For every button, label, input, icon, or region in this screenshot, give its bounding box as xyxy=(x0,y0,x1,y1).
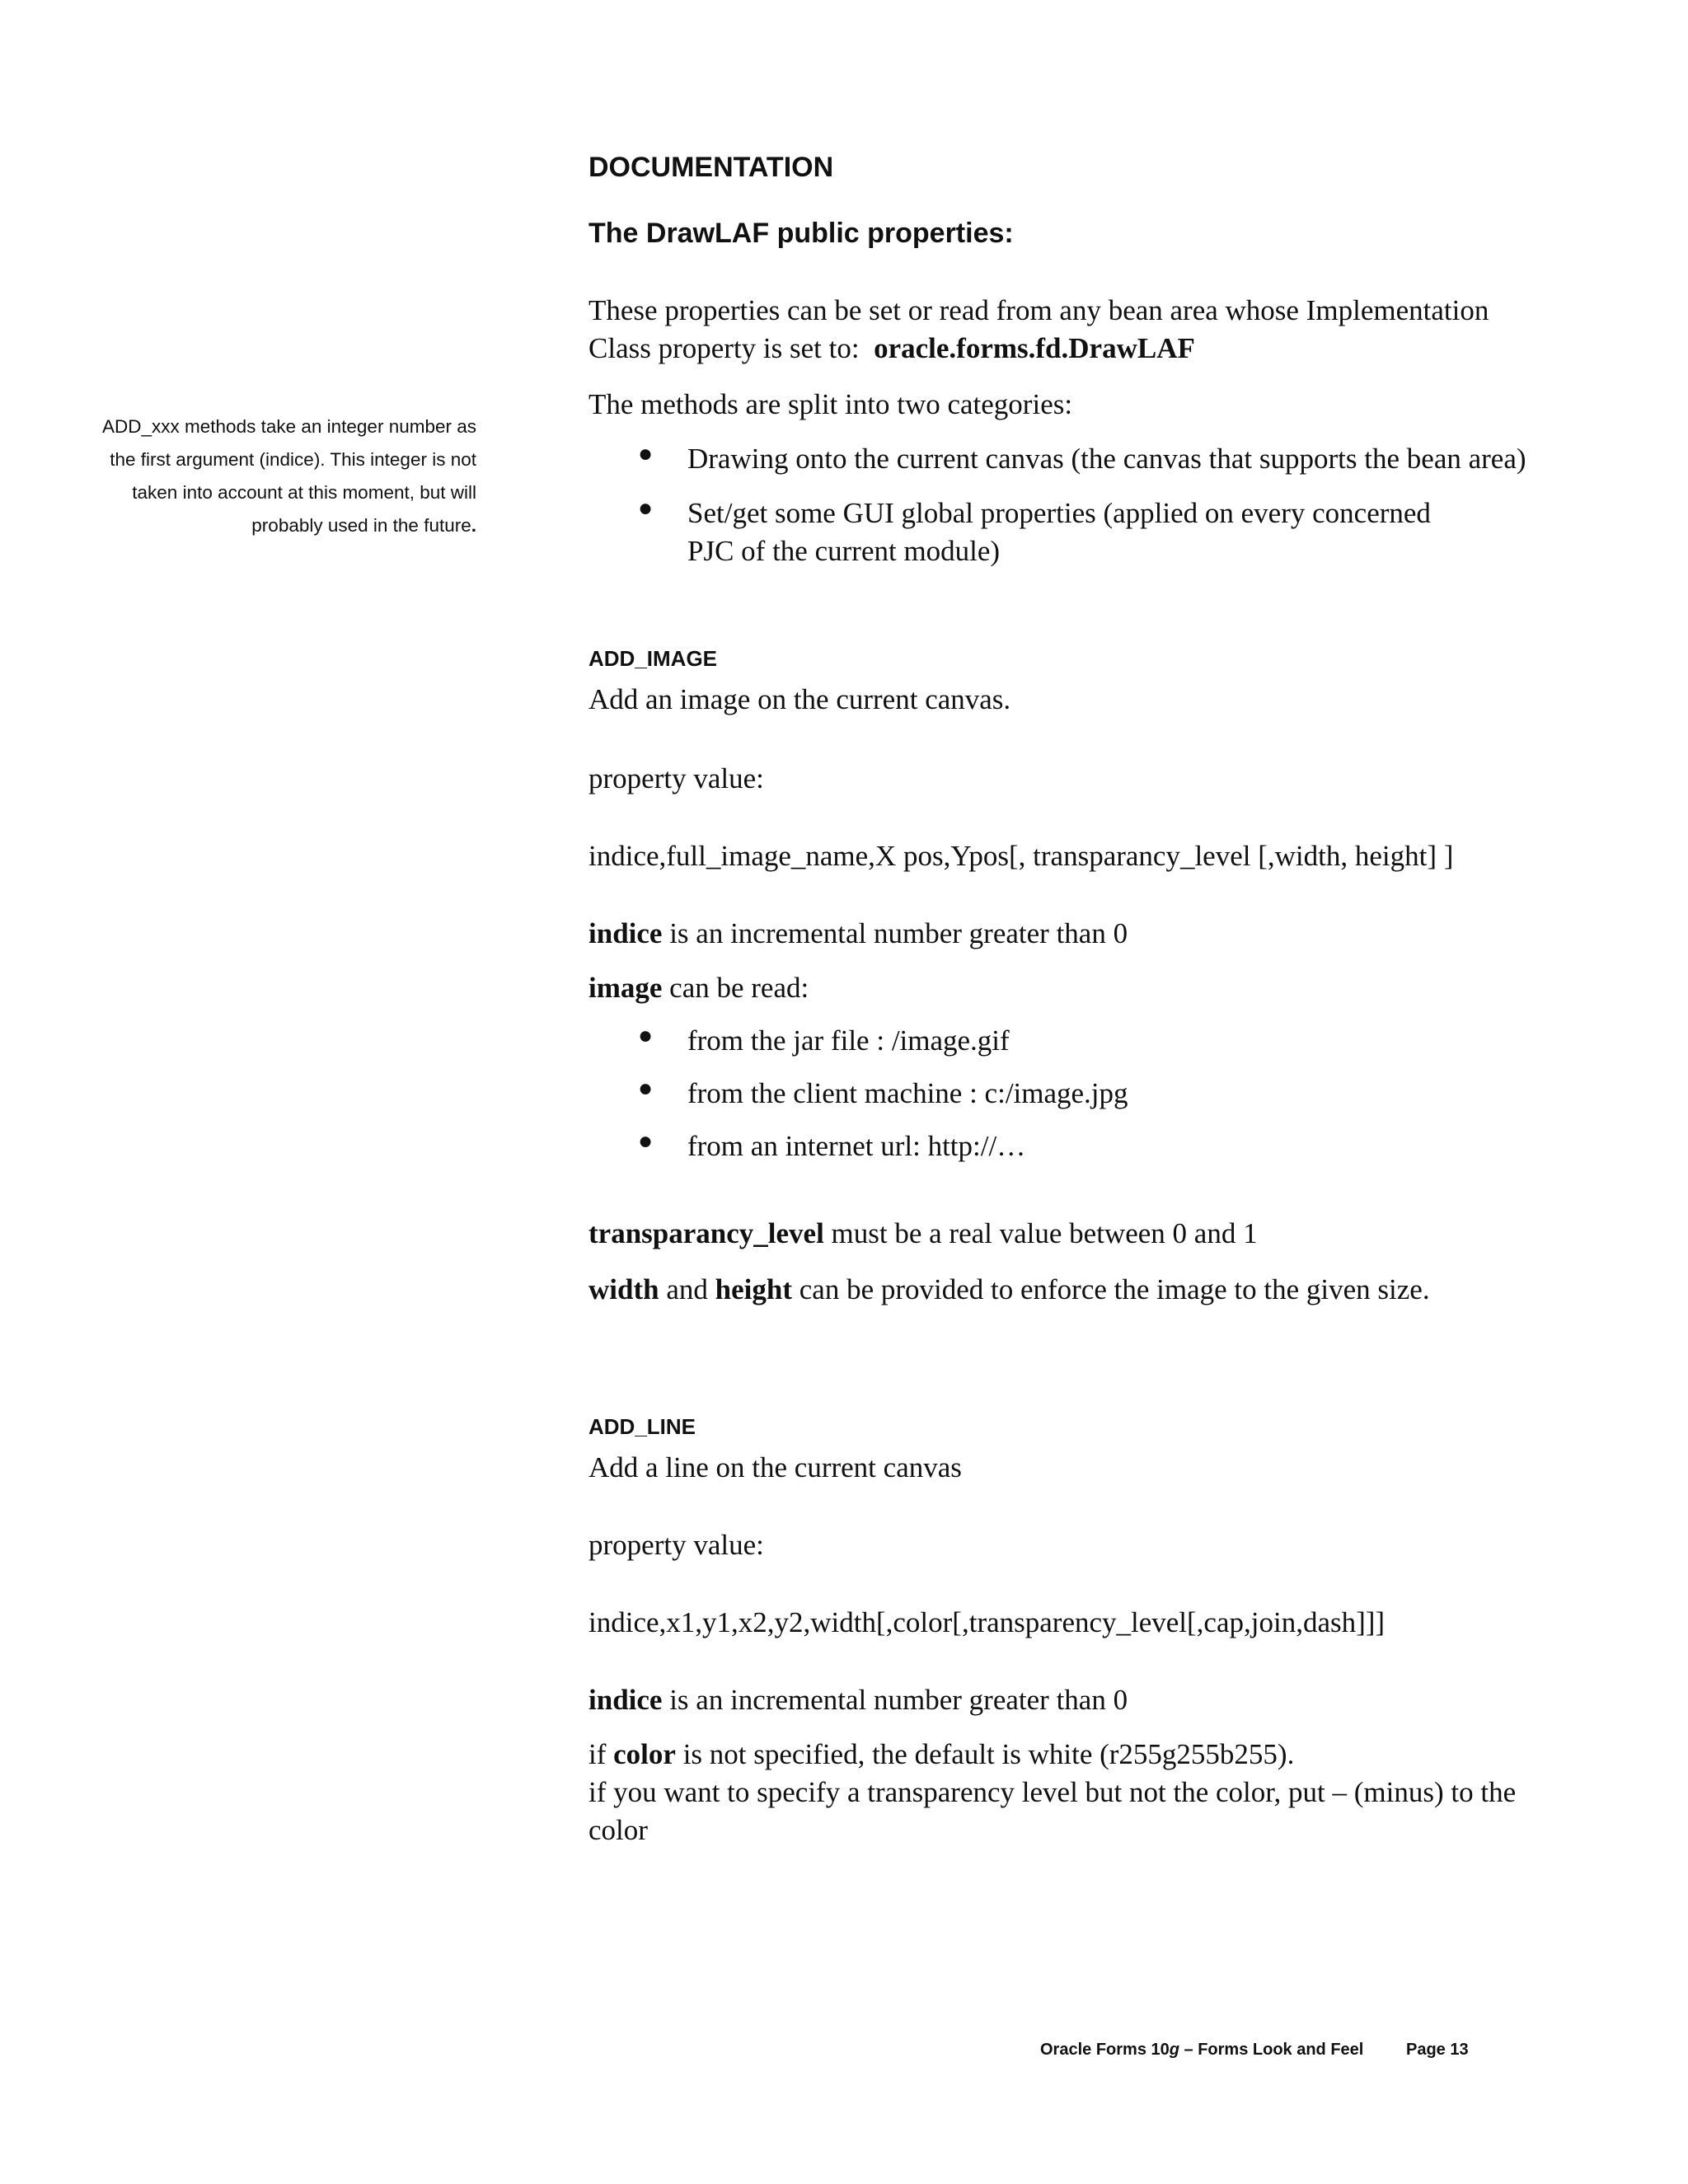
add-line-heading: ADD_LINE xyxy=(588,1414,696,1439)
margin-note-line xyxy=(82,509,476,542)
add-line-description: Add a line on the current canvas xyxy=(588,1451,962,1483)
transparency-note-line-1: if you want to specify a transparency level but not the color, put – (minus) to the xyxy=(588,1776,1517,1808)
add-line-signature: indice,x1,y1,x2,y2,width[,color[,transparency_level[,cap,join,dash]]] xyxy=(588,1606,1386,1638)
image-description xyxy=(588,969,809,1007)
size-text: can be provided to enforce the image to the given size. xyxy=(792,1273,1430,1305)
bullet-icon: ● xyxy=(638,1075,654,1102)
class-name: oracle.forms.fd.DrawLAF xyxy=(874,332,1195,364)
size-description xyxy=(588,1271,1430,1309)
page-title: DOCUMENTATION xyxy=(588,152,834,183)
transparancy-term: transparancy_level xyxy=(588,1217,824,1249)
color-term: color xyxy=(613,1738,676,1770)
if-text: if xyxy=(588,1738,614,1770)
bullet-icon: ● xyxy=(638,1127,654,1155)
transparancy-description xyxy=(588,1215,1258,1253)
footer-title xyxy=(1040,2041,1363,2059)
bullet-icon: ● xyxy=(638,494,654,522)
height-term: height xyxy=(715,1273,792,1305)
bullet-icon: ● xyxy=(638,1022,654,1049)
footer-title-prefix: Oracle Forms 10 xyxy=(1040,2041,1170,2059)
transparency-note-line-2: color xyxy=(588,1814,648,1846)
intro-prefix: Class property is set to: xyxy=(588,332,860,364)
methods-intro: The methods are split into two categories: xyxy=(588,388,1073,420)
indice-text: is an incremental number greater than 0 xyxy=(662,1684,1128,1716)
margin-note-line: ADD_xxx methods take an integer number as xyxy=(102,416,476,437)
margin-note-period: . xyxy=(471,515,476,536)
page-number: Page 13 xyxy=(1406,2041,1469,2059)
page-footer xyxy=(1040,2041,1469,2060)
list-item-text: Set/get some GUI global properties (applied on every concerned PJC of the current module) xyxy=(687,497,1431,567)
add-image-signature: indice,full_image_name,X pos,Ypos[, transparancy_level [,width, height] ] xyxy=(588,840,1454,872)
color-description xyxy=(588,1736,1294,1774)
add-image-heading: ADD_IMAGE xyxy=(588,646,718,671)
transparancy-text: must be a real value between 0 and 1 xyxy=(823,1217,1258,1249)
bullet-icon: ● xyxy=(638,440,654,467)
margin-note-line: the first argument (indice). This integer is not xyxy=(110,449,476,470)
and-text: and xyxy=(659,1273,715,1305)
indice-description xyxy=(588,1681,1128,1719)
image-term: image xyxy=(588,972,663,1004)
property-value-label: property value: xyxy=(588,1529,764,1561)
image-text: can be read: xyxy=(662,972,809,1004)
indice-term: indice xyxy=(588,917,663,949)
footer-title-suffix: – Forms Look and Feel xyxy=(1179,2041,1364,2059)
indice-term: indice xyxy=(588,1684,663,1716)
margin-note-line: taken into account at this moment, but will xyxy=(132,482,476,503)
indice-description xyxy=(588,915,1128,953)
intro-line-1: These properties can be set or read from any bean area whose Implementation xyxy=(588,294,1489,326)
property-value-label: property value: xyxy=(588,762,764,794)
list-item-text: Drawing onto the current canvas (the canvas that supports the bean area) xyxy=(687,443,1526,475)
width-term: width xyxy=(588,1273,659,1305)
section-title: The DrawLAF public properties: xyxy=(588,218,1014,249)
footer-title-g: g xyxy=(1169,2041,1179,2059)
list-item-text: from an internet url: http://… xyxy=(687,1130,1026,1162)
margin-note xyxy=(82,410,476,542)
margin-note-text: probably used in the future xyxy=(251,515,471,536)
intro-line-2 xyxy=(588,330,1195,368)
list-item-text: from the client machine : c:/image.jpg xyxy=(687,1077,1128,1109)
color-text: is not specified, the default is white (r255g255b255). xyxy=(675,1738,1295,1770)
indice-text: is an incremental number greater than 0 xyxy=(662,917,1128,949)
add-image-description: Add an image on the current canvas. xyxy=(588,683,1011,715)
list-item-text: from the jar file : /image.gif xyxy=(687,1024,1010,1057)
